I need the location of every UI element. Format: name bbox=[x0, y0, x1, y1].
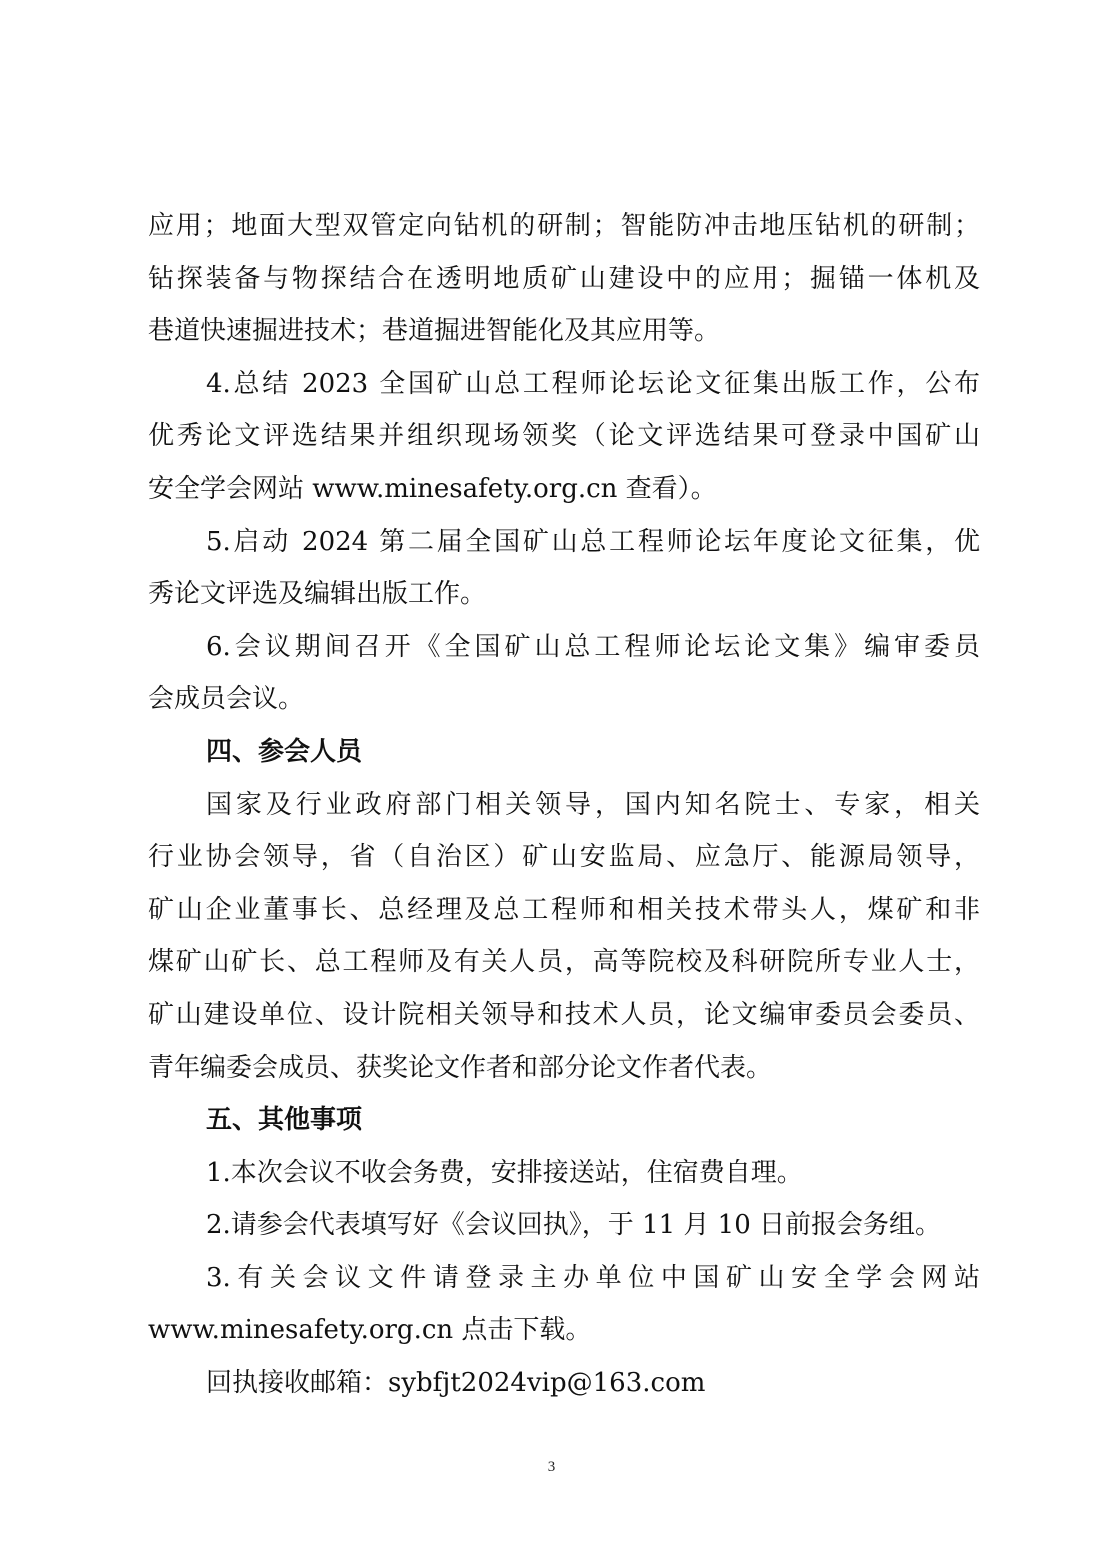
body-text-line: 行业协会领导，省（自治区）矿山安监局、应急厅、能源局领导， bbox=[148, 842, 980, 873]
list-item-3: 3.有关会议文件请登录主办单位中国矿山安全学会网站 bbox=[206, 1262, 980, 1293]
section-heading-other-matters: 五、其他事项 bbox=[206, 1105, 363, 1136]
body-text-line: 安全学会网站 www.minesafety.org.cn 查看）。 bbox=[148, 473, 717, 504]
body-text-line: 煤矿山矿长、总工程师及有关人员，高等院校及科研院所专业人士， bbox=[148, 947, 980, 978]
body-text-line: 优秀论文评选结果并组织现场领奖（论文评选结果可登录中国矿山 bbox=[148, 421, 980, 452]
body-text-line: 矿山建设单位、设计院相关领导和技术人员，论文编审委员会委员、 bbox=[148, 999, 980, 1030]
body-text-line: 国家及行业政府部门相关领导，国内知名院士、专家，相关 bbox=[206, 789, 980, 820]
section-heading-participants: 四、参会人员 bbox=[206, 736, 363, 767]
page-number: 3 bbox=[547, 1459, 556, 1475]
body-text-line: www.minesafety.org.cn 点击下载。 bbox=[148, 1315, 592, 1346]
list-item-2: 2.请参会代表填写好《会议回执》，于 11 月 10 日前报会务组。 bbox=[206, 1210, 942, 1241]
body-text-line: 会成员会议。 bbox=[148, 684, 305, 715]
body-text-line: 青年编委会成员、获奖论文作者和部分论文作者代表。 bbox=[148, 1052, 773, 1083]
body-text-line: 应用；地面大型双管定向钻机的研制；智能防冲击地压钻机的研制； bbox=[148, 211, 980, 241]
list-item-5: 5.启动 2024 第二届全国矿山总工程师论坛年度论文征集，优 bbox=[206, 526, 980, 557]
body-text-line: 矿山企业董事长、总经理及总工程师和相关技术带头人，煤矿和非 bbox=[148, 894, 980, 925]
body-text-line: 钻探装备与物探结合在透明地质矿山建设中的应用；掘锚一体机及 bbox=[148, 263, 980, 294]
document-body bbox=[148, 200, 980, 1410]
list-item-6: 6.会议期间召开《全国矿山总工程师论坛论文集》编审委员 bbox=[206, 631, 980, 662]
reply-email-line: 回执接收邮箱：sybfjt2024vip@163.com bbox=[206, 1368, 706, 1399]
list-item-1: 1.本次会议不收会务费，安排接送站，住宿费自理。 bbox=[206, 1157, 803, 1188]
body-text-line: 秀论文评选及编辑出版工作。 bbox=[148, 579, 487, 610]
list-item-4: 4.总结 2023 全国矿山总工程师论坛论文征集出版工作，公布 bbox=[206, 368, 980, 399]
body-text-line: 巷道快速掘进技术；巷道掘进智能化及其应用等。 bbox=[148, 316, 721, 347]
